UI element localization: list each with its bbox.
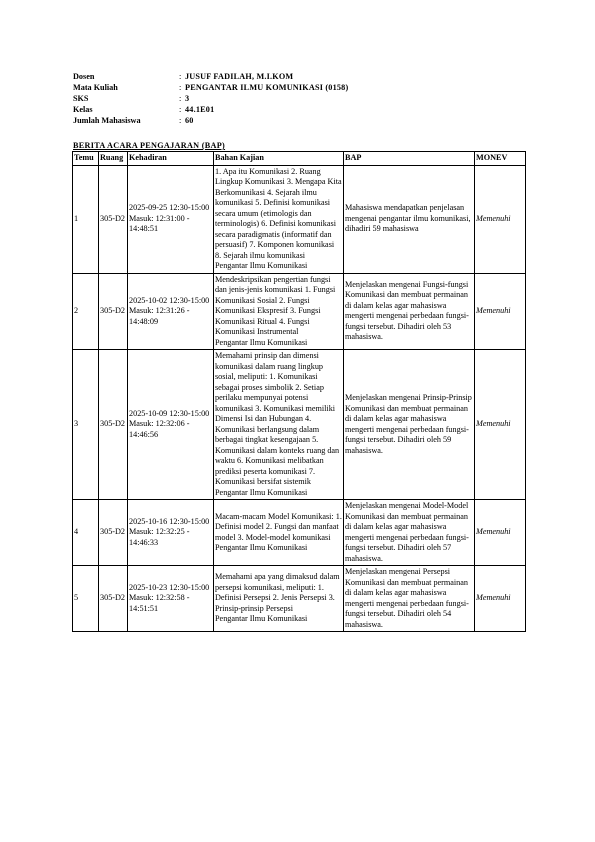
course-name: Pengantar Ilmu Komunikasi [215, 487, 308, 497]
column-header-kehadiran: Kehadiran [128, 152, 214, 166]
info-value: JUSUF FADILAH, M.I.KOM [185, 72, 294, 81]
info-label: SKS [73, 94, 89, 103]
cell-monev: Memenuhi [475, 500, 526, 566]
bap-table [72, 151, 526, 632]
bahan-kajian-text: Mendeskripsikan pengertian fungsi dan jenis-jenis komunikasi 1. Fungsi Komunikasi Sosial 2. Fungsi Komunikasi Ekspresif 3. Fungsi Komunikasi Ritual 4. Fungsi Komunikasi Instrumental [215, 274, 336, 336]
bahan-kajian-text: Memahami apa yang dimaksud dalam persepsi komunikasi, meliputi: 1. Definisi Persepsi 2. Jenis Persepsi 3. Prinsip-prinsip Persepsi [215, 572, 340, 613]
cell-bahan-kajian [214, 273, 344, 350]
cell-bap: Menjelaskan mengenai Persepsi Komunikasi dan membuat permainan di dalam kelas agar mahasiswa mengerti mengenai perbedaan fungsi-fungsi tersebut. Dihadiri oleh 54 mahasiswa. [344, 566, 475, 632]
info-row-mata-kuliah [73, 82, 348, 93]
cell-bap: Menjelaskan mengenai Prinsip-Prinsip Komunikasi dan membuat permainan di dalam kelas agar mahasiswa mengerti mengenai perbedaan fungsi-fungsi tersebut. Dihadiri oleh 59 mahasiswa. [344, 350, 475, 500]
cell-kehadiran: 2025-10-16 12:30-15:00 Masuk: 12:32:25 - 14:46:33 [128, 500, 214, 566]
section-title: BERITA ACARA PENGAJARAN (BAP) [73, 141, 226, 150]
bahan-kajian-text: Macam-macam Model Komunikasi: 1. Definisi model 2. Fungsi dan manfaat model 3. Model-model komunikasi [215, 511, 342, 542]
table-row [73, 500, 526, 566]
info-separator: : [179, 83, 182, 92]
cell-bahan-kajian [214, 500, 344, 566]
info-value: PENGANTAR ILMU KOMUNIKASI (0158) [185, 83, 349, 92]
cell-bap: Menjelaskan mengenai Model-Model Komunikasi dan membuat permainan di dalam kelas agar mahasiswa mengerti mengenai perbedaan fungsi-fungsi tersebut. Dihadiri oleh 57 mahasiswa. [344, 500, 475, 566]
cell-ruang: 305-D2 [99, 165, 128, 273]
cell-temu: 1 [73, 165, 99, 273]
info-separator: : [179, 94, 182, 103]
bahan-kajian-text: 1. Apa itu Komunikasi 2. Ruang Lingkup Komunikasi 3. Mengapa Kita Berkomunikasi 4. Sejarah ilmu komunikasi 5. Definisi komunikasi secara umum (etimologis dan terminologis) 6. Definisi komunikasi secara paradigmatis (informatif dan persuasif) 7. Komponen komunikasi 8. Sejarah ilmu komunikasi [215, 166, 342, 260]
cell-bahan-kajian [214, 165, 344, 273]
course-name: Pengantar Ilmu Komunikasi [215, 543, 308, 552]
table-header-row [73, 152, 526, 166]
cell-monev: Memenuhi [475, 273, 526, 350]
cell-bap: Menjelaskan mengenai Fungsi-fungsi Komunikasi dan membuat permainan di dalam kelas agar mahasiswa mengerti mengenai perbedaan fungsi-fungsi tersebut. Dihadiri oleh 53 mahasiswa. [344, 273, 475, 350]
course-name: Pengantar Ilmu Komunikasi [215, 261, 308, 270]
info-separator: : [179, 105, 182, 114]
cell-ruang: 305-D2 [99, 350, 128, 500]
cell-ruang: 305-D2 [99, 566, 128, 632]
table-row [73, 165, 526, 273]
column-header-ruang: Ruang [99, 152, 128, 166]
info-row-dosen [73, 71, 348, 82]
cell-ruang: 305-D2 [99, 500, 128, 566]
table-row [73, 566, 526, 632]
info-label: Mata Kuliah [73, 83, 118, 92]
cell-temu: 3 [73, 350, 99, 500]
cell-temu: 5 [73, 566, 99, 632]
cell-ruang: 305-D2 [99, 273, 128, 350]
info-value: 60 [185, 116, 194, 125]
cell-bahan-kajian [214, 566, 344, 632]
info-row-sks [73, 93, 348, 104]
cell-kehadiran: 2025-09-25 12:30-15:00 Masuk: 12:31:00 - 14:48:51 [128, 165, 214, 273]
column-header-bap: BAP [344, 152, 475, 166]
course-name: Pengantar Ilmu Komunikasi [215, 337, 308, 347]
info-label: Kelas [73, 105, 93, 114]
cell-bahan-kajian [214, 350, 344, 500]
info-value: 44.1E01 [185, 105, 215, 114]
cell-bap: Mahasiswa mendapatkan penjelasan mengenai pengantar ilmu komunikasi, dihadiri 59 mahasiswa [344, 165, 475, 273]
info-row-kelas [73, 104, 348, 115]
info-row-jumlah-mahasiswa [73, 115, 348, 126]
info-separator: : [179, 116, 182, 125]
cell-kehadiran: 2025-10-23 12:30-15:00 Masuk: 12:32:58 - 14:51:51 [128, 566, 214, 632]
course-name: Pengantar Ilmu Komunikasi [215, 614, 308, 624]
cell-monev: Memenuhi [475, 566, 526, 632]
info-value: 3 [185, 94, 190, 103]
info-separator: : [179, 72, 182, 81]
cell-kehadiran: 2025-10-02 12:30-15:00 Masuk: 12:31:26 - 14:48:09 [128, 273, 214, 350]
column-header-bahan-kajian: Bahan Kajian [214, 152, 344, 166]
cell-kehadiran: 2025-10-09 12:30-15:00 Masuk: 12:32:06 - 14:46:56 [128, 350, 214, 500]
cell-temu: 2 [73, 273, 99, 350]
table-row [73, 273, 526, 350]
column-header-monev: MONEV [475, 152, 526, 166]
info-label: Dosen [73, 72, 95, 81]
cell-monev: Memenuhi [475, 350, 526, 500]
cell-temu: 4 [73, 500, 99, 566]
cell-monev: Memenuhi [475, 165, 526, 273]
table-row [73, 350, 526, 500]
course-info [73, 71, 348, 126]
info-label: Jumlah Mahasiswa [73, 116, 141, 125]
bahan-kajian-text: Memahami prinsip dan dimensi komunikasi dalam ruang lingkup sosial, meliputi: 1. Komunikasi sebagai proses simbolik 2. Setiap perilaku mempunyai potensi komunikasi 3. Komunikasi memiliki Dimensi Isi dan Hubungan 4. Komunikasi berlangsung dalam berbagai tingkat kesengajaan 5. Komunikasi dalam konteks ruang dan waktu 6. Komunikasi melibatkan prediksi peserta komunikasi 7. Komunikasi bersifat sistemik [215, 351, 340, 486]
column-header-temu: Temu [73, 152, 99, 166]
